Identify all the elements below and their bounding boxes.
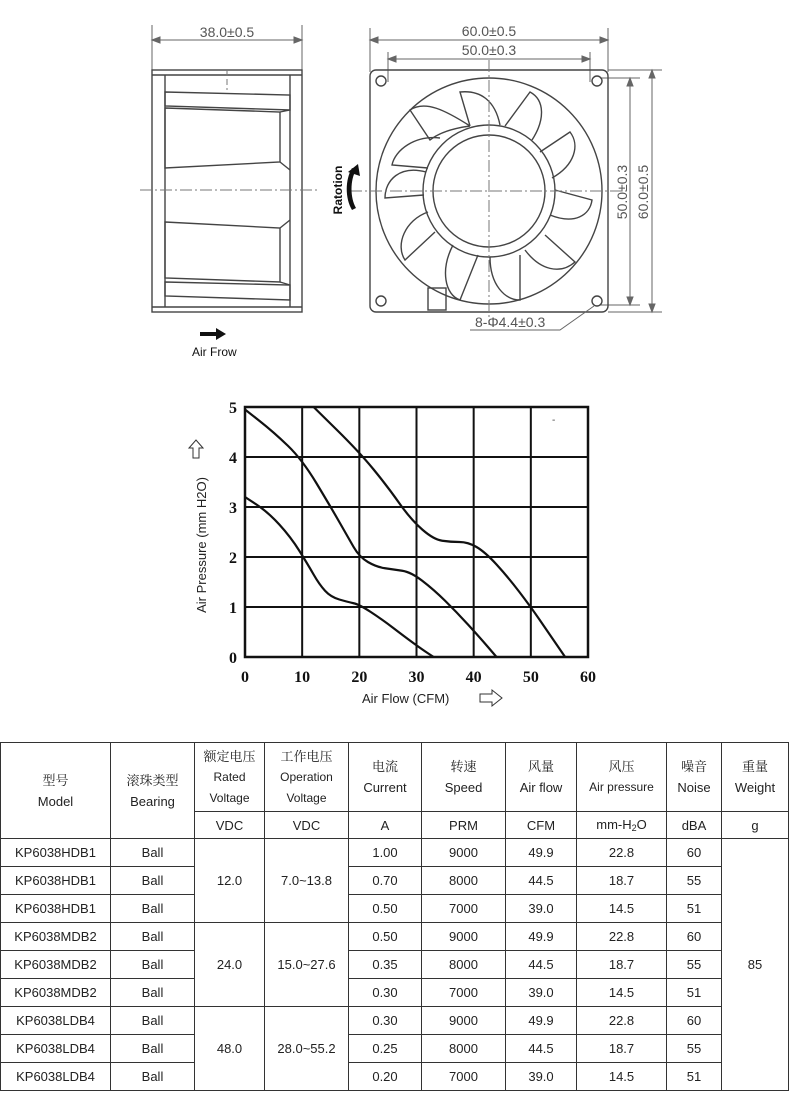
table-row [1, 1063, 789, 1091]
y-tick-label: 0 [229, 650, 237, 667]
unit-pressure-post: O [636, 817, 647, 832]
x-tick-label: 20 [351, 669, 368, 686]
cell-bearing: Ball [111, 1035, 195, 1063]
unit-current: A [349, 812, 422, 839]
cell-airflow: 44.5 [506, 1035, 577, 1063]
side-width-dim: 38.0±0.5 [199, 24, 255, 40]
y-tick-label: 3 [229, 500, 237, 517]
cell-bearing: Ball [111, 979, 195, 1007]
cell-speed: 9000 [422, 1007, 506, 1035]
cell-bearing: Ball [111, 951, 195, 979]
unit-speed: PRM [422, 812, 506, 839]
cell-current: 0.50 [349, 923, 422, 951]
cell-pressure: 18.7 [577, 951, 667, 979]
cell-airflow: 44.5 [506, 867, 577, 895]
airflow-label: Air Frow [192, 345, 237, 359]
cell-operation-voltage: 28.0~55.2 [265, 1007, 349, 1091]
cell-current: 1.00 [349, 839, 422, 867]
table-row [1, 895, 789, 923]
header-air-pressure: 风压 Air pressure [577, 743, 667, 812]
header-operation-voltage: 工作电压 Operation Voltage [265, 743, 349, 812]
header-speed: 转速 Speed [422, 743, 506, 812]
cell-pressure: 18.7 [577, 1035, 667, 1063]
cell-current: 0.35 [349, 951, 422, 979]
cell-speed: 7000 [422, 1063, 506, 1091]
cell-bearing: Ball [111, 1063, 195, 1091]
cell-model: KP6038HDB1 [1, 867, 111, 895]
unit-weight: g [722, 812, 789, 839]
cell-operation-voltage: 15.0~27.6 [265, 923, 349, 1007]
cell-model: KP6038LDB4 [1, 1007, 111, 1035]
cell-current: 0.50 [349, 895, 422, 923]
cell-noise: 55 [667, 1035, 722, 1063]
cell-airflow: 44.5 [506, 951, 577, 979]
cell-noise: 60 [667, 839, 722, 867]
chart-mark: - [552, 415, 556, 426]
x-tick-label: 0 [241, 669, 249, 686]
cell-speed: 9000 [422, 923, 506, 951]
y-tick-label: 1 [229, 600, 237, 617]
table-row [1, 1035, 789, 1063]
cell-speed: 9000 [422, 839, 506, 867]
y-tick-label: 4 [229, 450, 237, 467]
cell-noise: 55 [667, 951, 722, 979]
table-row [1, 839, 789, 867]
xlabel-arrow-icon [480, 690, 502, 706]
header-model: 型号 Model [1, 743, 111, 839]
unit-airflow: CFM [506, 812, 577, 839]
x-tick-label: 60 [580, 669, 596, 686]
cell-pressure: 18.7 [577, 867, 667, 895]
cell-model: KP6038MDB2 [1, 979, 111, 1007]
cell-current: 0.70 [349, 867, 422, 895]
header-noise: 噪音 Noise [667, 743, 722, 812]
cell-airflow: 49.9 [506, 1007, 577, 1035]
cell-model: KP6038LDB4 [1, 1063, 111, 1091]
cell-noise: 55 [667, 867, 722, 895]
cell-weight: 85 [722, 839, 789, 1091]
cell-speed: 8000 [422, 1035, 506, 1063]
cell-model: KP6038HDB1 [1, 839, 111, 867]
table-row [1, 979, 789, 1007]
rotation-arrow-icon [347, 164, 360, 210]
rotation-label: Ratotion [331, 165, 345, 215]
outer-height-dim: 60.0±0.5 [635, 164, 651, 220]
cell-speed: 7000 [422, 979, 506, 1007]
fan-side-view [152, 70, 302, 312]
hole-dim: 8-Φ4.4±0.3 [475, 314, 546, 330]
inner-height-dim: 50.0±0.3 [614, 164, 630, 220]
table-header-row [1, 743, 789, 812]
cell-current: 0.30 [349, 1007, 422, 1035]
cell-pressure: 22.8 [577, 839, 667, 867]
outer-width-dim: 60.0±0.5 [461, 23, 517, 39]
cell-current: 0.30 [349, 979, 422, 1007]
unit-rated-voltage: VDC [195, 812, 265, 839]
cell-bearing: Ball [111, 923, 195, 951]
cell-speed: 8000 [422, 951, 506, 979]
table-row [1, 867, 789, 895]
cell-noise: 51 [667, 895, 722, 923]
ylabel-arrow-icon [189, 440, 203, 458]
header-airflow: 风量 Air flow [506, 743, 577, 812]
chart-grid [245, 407, 588, 657]
cell-model: KP6038HDB1 [1, 895, 111, 923]
cell-noise: 51 [667, 979, 722, 1007]
cell-bearing: Ball [111, 895, 195, 923]
x-tick-label: 50 [522, 669, 539, 686]
x-tick-label: 10 [294, 669, 311, 686]
cell-model: KP6038MDB2 [1, 951, 111, 979]
cell-speed: 7000 [422, 895, 506, 923]
cell-bearing: Ball [111, 1007, 195, 1035]
cell-speed: 8000 [422, 867, 506, 895]
cell-rated-voltage: 12.0 [195, 839, 265, 923]
table-row [1, 1007, 789, 1035]
cell-pressure: 22.8 [577, 923, 667, 951]
series-line-1 [314, 407, 566, 657]
x-tick-label: 40 [465, 669, 482, 686]
table-row [1, 951, 789, 979]
header-rated-voltage: 额定电压 Rated Voltage [195, 743, 265, 812]
y-tick-label: 5 [229, 400, 237, 417]
cell-airflow: 49.9 [506, 923, 577, 951]
cell-airflow: 39.0 [506, 979, 577, 1007]
spec-table [0, 742, 789, 1091]
cell-pressure: 14.5 [577, 979, 667, 1007]
cell-model: KP6038MDB2 [1, 923, 111, 951]
series-line-2 [245, 410, 497, 658]
chart-xlabel: Air Flow (CFM) [362, 691, 450, 706]
airflow-arrow-icon [200, 328, 226, 340]
cell-airflow: 49.9 [506, 839, 577, 867]
cell-noise: 51 [667, 1063, 722, 1091]
cell-model: KP6038LDB4 [1, 1035, 111, 1063]
header-weight: 重量 Weight [722, 743, 789, 812]
x-tick-label: 30 [408, 669, 425, 686]
cell-bearing: Ball [111, 839, 195, 867]
cell-pressure: 14.5 [577, 1063, 667, 1091]
cell-airflow: 39.0 [506, 1063, 577, 1091]
cell-bearing: Ball [111, 867, 195, 895]
unit-operation-voltage: VDC [265, 812, 349, 839]
unit-air-pressure [577, 812, 667, 839]
chart-lines [245, 407, 565, 657]
cell-current: 0.25 [349, 1035, 422, 1063]
header-bearing: 滚珠类型 Bearing [111, 743, 195, 839]
unit-noise: dBA [667, 812, 722, 839]
cell-rated-voltage: 24.0 [195, 923, 265, 1007]
header-current: 电流 Current [349, 743, 422, 812]
cell-pressure: 14.5 [577, 895, 667, 923]
inner-width-dim: 50.0±0.3 [461, 42, 517, 58]
pq-curve-chart [0, 385, 790, 725]
unit-pressure-sub: 2 [631, 823, 637, 833]
chart-ylabel: Air Pressure (mm H2O) [194, 477, 209, 613]
cell-airflow: 39.0 [506, 895, 577, 923]
cell-pressure: 22.8 [577, 1007, 667, 1035]
y-tick-label: 2 [229, 550, 237, 567]
cell-rated-voltage: 48.0 [195, 1007, 265, 1091]
table-row [1, 923, 789, 951]
cell-noise: 60 [667, 1007, 722, 1035]
unit-pressure-pre: mm-H [596, 817, 632, 832]
cell-noise: 60 [667, 923, 722, 951]
cell-operation-voltage: 7.0~13.8 [265, 839, 349, 923]
cell-current: 0.20 [349, 1063, 422, 1091]
fan-technical-drawing [0, 0, 790, 380]
